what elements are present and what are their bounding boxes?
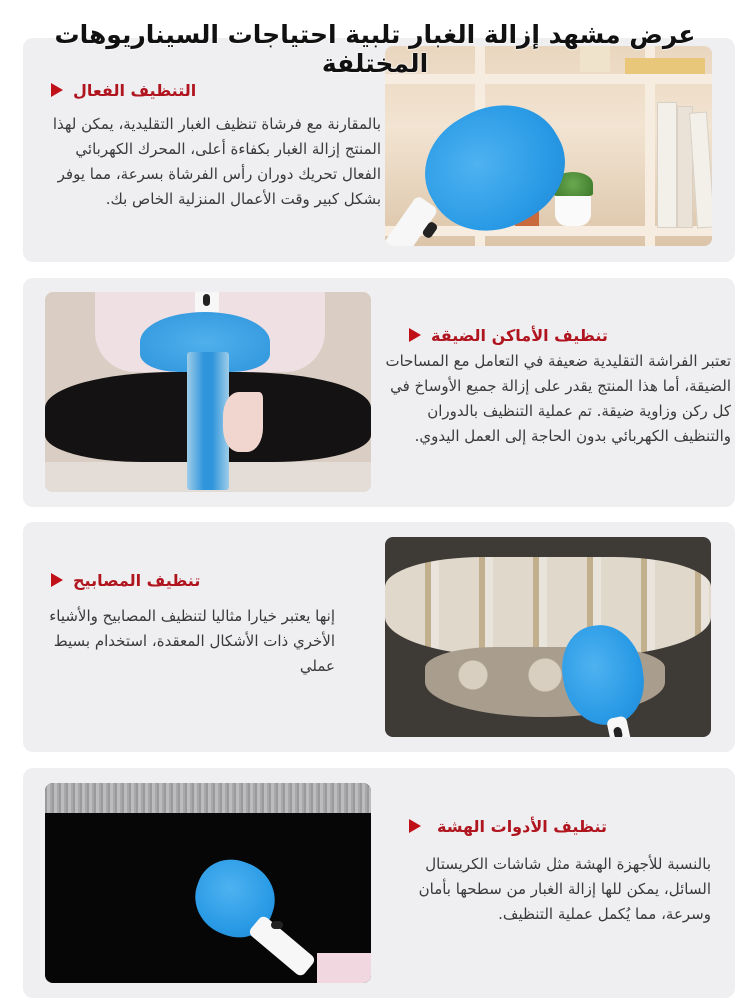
- feature-heading: [35, 78, 385, 102]
- feature-text: [35, 568, 335, 679]
- book-spine: [657, 102, 677, 228]
- feature-heading-label: تنظيف الأدوات الهشة: [437, 816, 608, 836]
- feature-heading: [401, 814, 721, 838]
- duster-cleaning-tv-screen-photo: [45, 783, 371, 983]
- duster-cleaning-chandelier-photo: [385, 537, 711, 737]
- feature-description: إنها يعتبر خيارا مثاليا لتنظيف المصابيح والأشياء الأخري ذات الأشكال المعقدة، استخدام بسيط عملي: [49, 607, 335, 675]
- feature-description: بالمقارنة مع فرشاة تنظيف الغبار التقليدية، يمكن لهذا المنتج إزالة الغبار بكفاءة أعلى، المحرك الكهربائي الفعال تحريك دوران رأس الفرشاة بسرعة، مما يوفر بشكل كبير وقت الأعمال المنزلية الخاص بك.: [52, 115, 381, 208]
- duster-handle: [385, 195, 439, 246]
- play-triangle-icon: [51, 573, 63, 587]
- play-triangle-icon: [409, 328, 421, 342]
- feature-heading: [35, 568, 335, 592]
- duster-cleaning-inside-glass-photo: [45, 292, 371, 492]
- page-title: عرض مشهد إزالة الغبار تلبية احتياجات السيناريوهات المختلفة: [54, 20, 696, 78]
- feature-text: [381, 323, 731, 449]
- feature-heading-label: التنظيف الفعال: [73, 80, 197, 100]
- feature-heading-label: تنظيف الأماكن الضيقة: [431, 325, 608, 345]
- play-triangle-icon: [51, 83, 63, 97]
- feature-heading-label: تنظيف المصابيح: [73, 570, 201, 590]
- feature-card-lamps: [23, 522, 735, 752]
- duster-cleaning-bookshelf-photo: [385, 46, 712, 246]
- feature-description: تعتبر الفراشة التقليدية ضعيفة في التعامل مع المساحات الضيقة، أما هذا المنتج يقدر على إزالة جميع الأوساخ في كل ركن وزاوية ضيقة. تم عملية التنظيف بالدوران والتنظيف الكهربائي بدون الحاجة إلى العمل اليدوي.: [385, 352, 731, 445]
- feature-heading: [381, 323, 731, 347]
- feature-card-narrow-spaces: [23, 278, 735, 507]
- feature-description: بالنسبة للأجهزة الهشة مثل شاشات الكريستال السائل، يمكن للها إزالة الغبار من سطحها بأمان وسرعة، مما يُكمل عملية التنظيف.: [418, 855, 711, 923]
- play-triangle-icon: [409, 819, 421, 833]
- feature-text: [401, 814, 721, 927]
- feature-text: [35, 78, 385, 212]
- feature-card-fragile-tools: [23, 768, 735, 998]
